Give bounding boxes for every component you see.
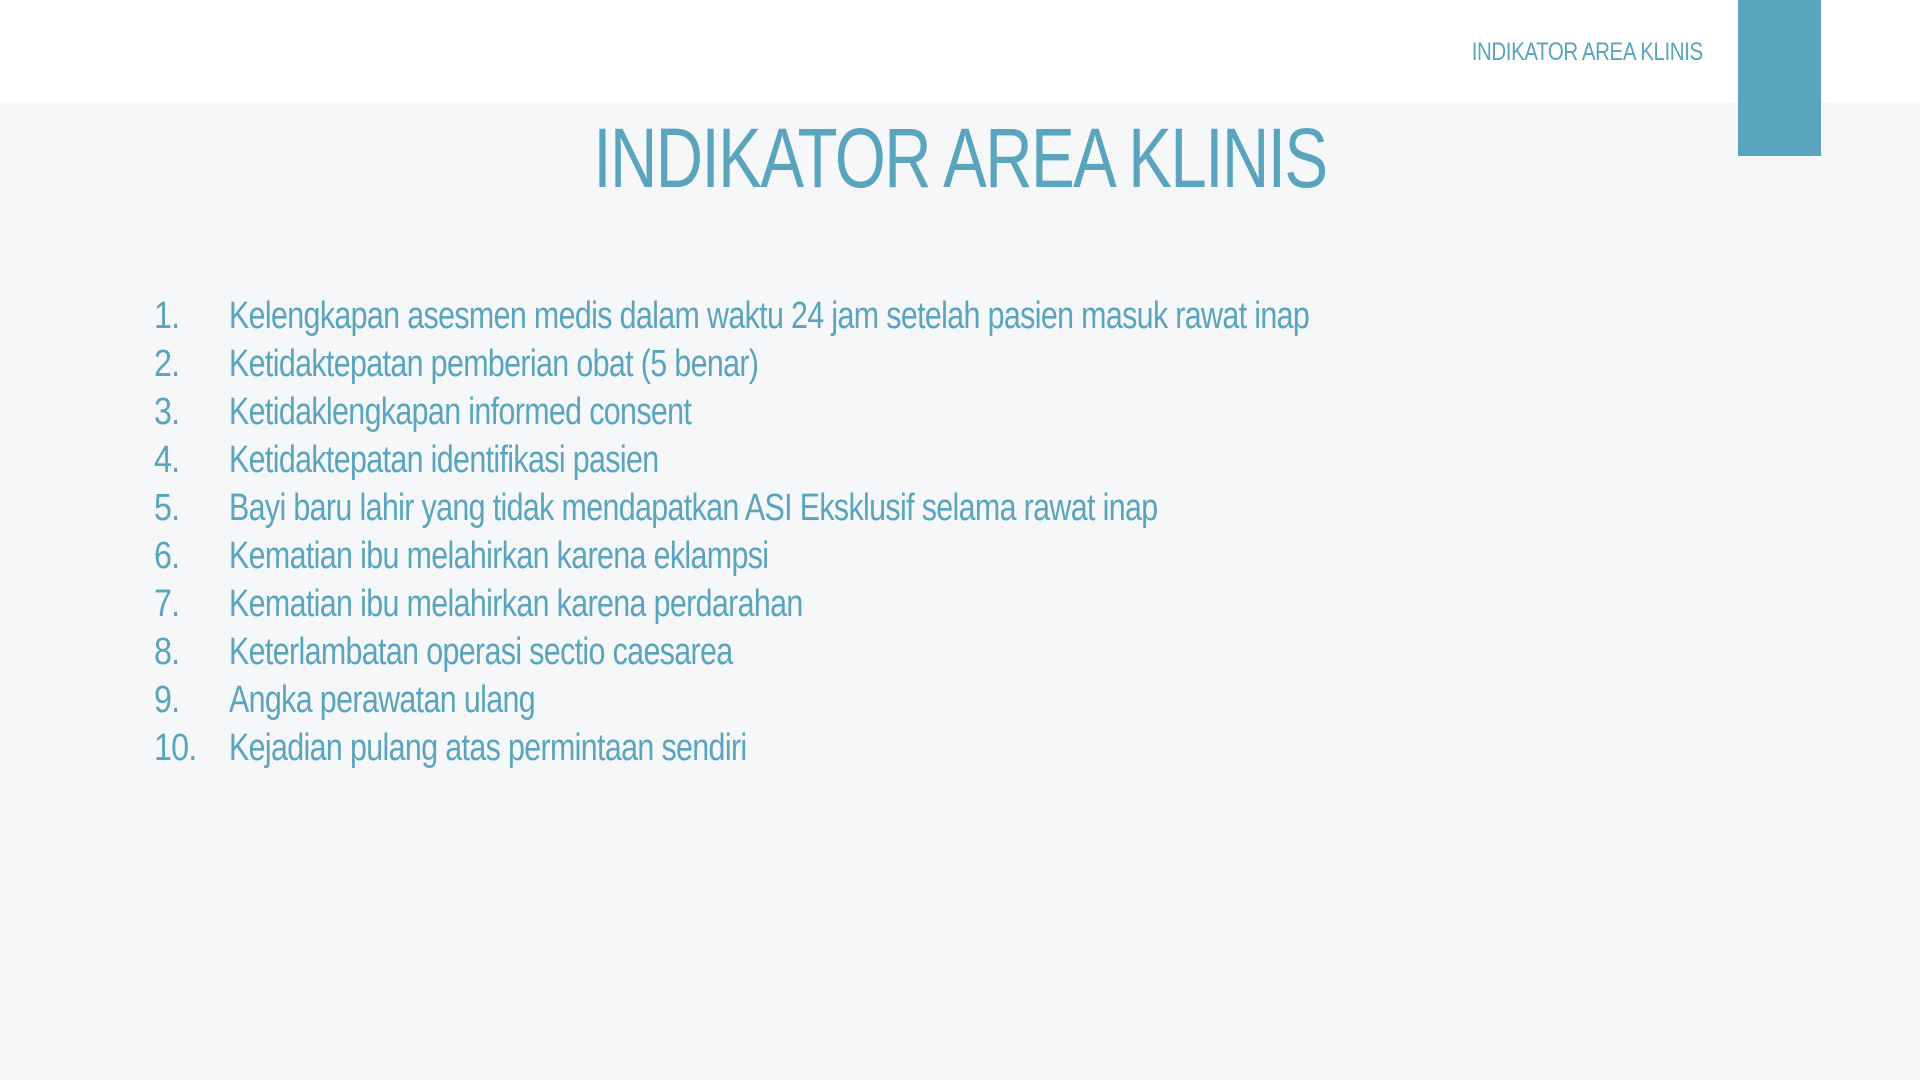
list-item-number: 8. xyxy=(154,631,180,673)
list-item-number: 10. xyxy=(154,727,197,769)
header-label: INDIKATOR AREA KLINIS xyxy=(1471,38,1703,66)
list-item-number: 7. xyxy=(154,583,180,625)
list-item-text: Kelengkapan asesmen medis dalam waktu 24 jam setelah pasien masuk rawat inap xyxy=(229,295,1310,337)
list-item-number: 1. xyxy=(154,295,180,337)
list-item-number: 2. xyxy=(154,343,180,385)
list-item-text: Angka perawatan ulang xyxy=(229,679,535,721)
list-item-text: Ketidaklengkapan informed consent xyxy=(229,391,692,433)
list-item-text: Kematian ibu melahirkan karena eklampsi xyxy=(229,535,769,577)
slide-title xyxy=(0,108,1920,208)
list-item-number: 6. xyxy=(154,535,180,577)
list-item-text: Ketidaktepatan identifikasi pasien xyxy=(229,439,659,481)
list-item-number: 9. xyxy=(154,679,180,721)
list-item-text: Ketidaktepatan pemberian obat (5 benar) xyxy=(229,343,759,385)
list-item-number: 5. xyxy=(154,487,180,529)
list-item-text: Keterlambatan operasi sectio caesarea xyxy=(229,631,733,673)
list-item-text: Kematian ibu melahirkan karena perdarahan xyxy=(229,583,803,625)
list-item-text: Kejadian pulang atas permintaan sendiri xyxy=(229,727,747,769)
list-item-text: Bayi baru lahir yang tidak mendapatkan ASI Eksklusif selama rawat inap xyxy=(229,487,1158,529)
list-item-number: 3. xyxy=(154,391,180,433)
list-item-number: 4. xyxy=(154,439,180,481)
slide-title-text: INDIKATOR AREA KLINIS xyxy=(593,111,1327,205)
